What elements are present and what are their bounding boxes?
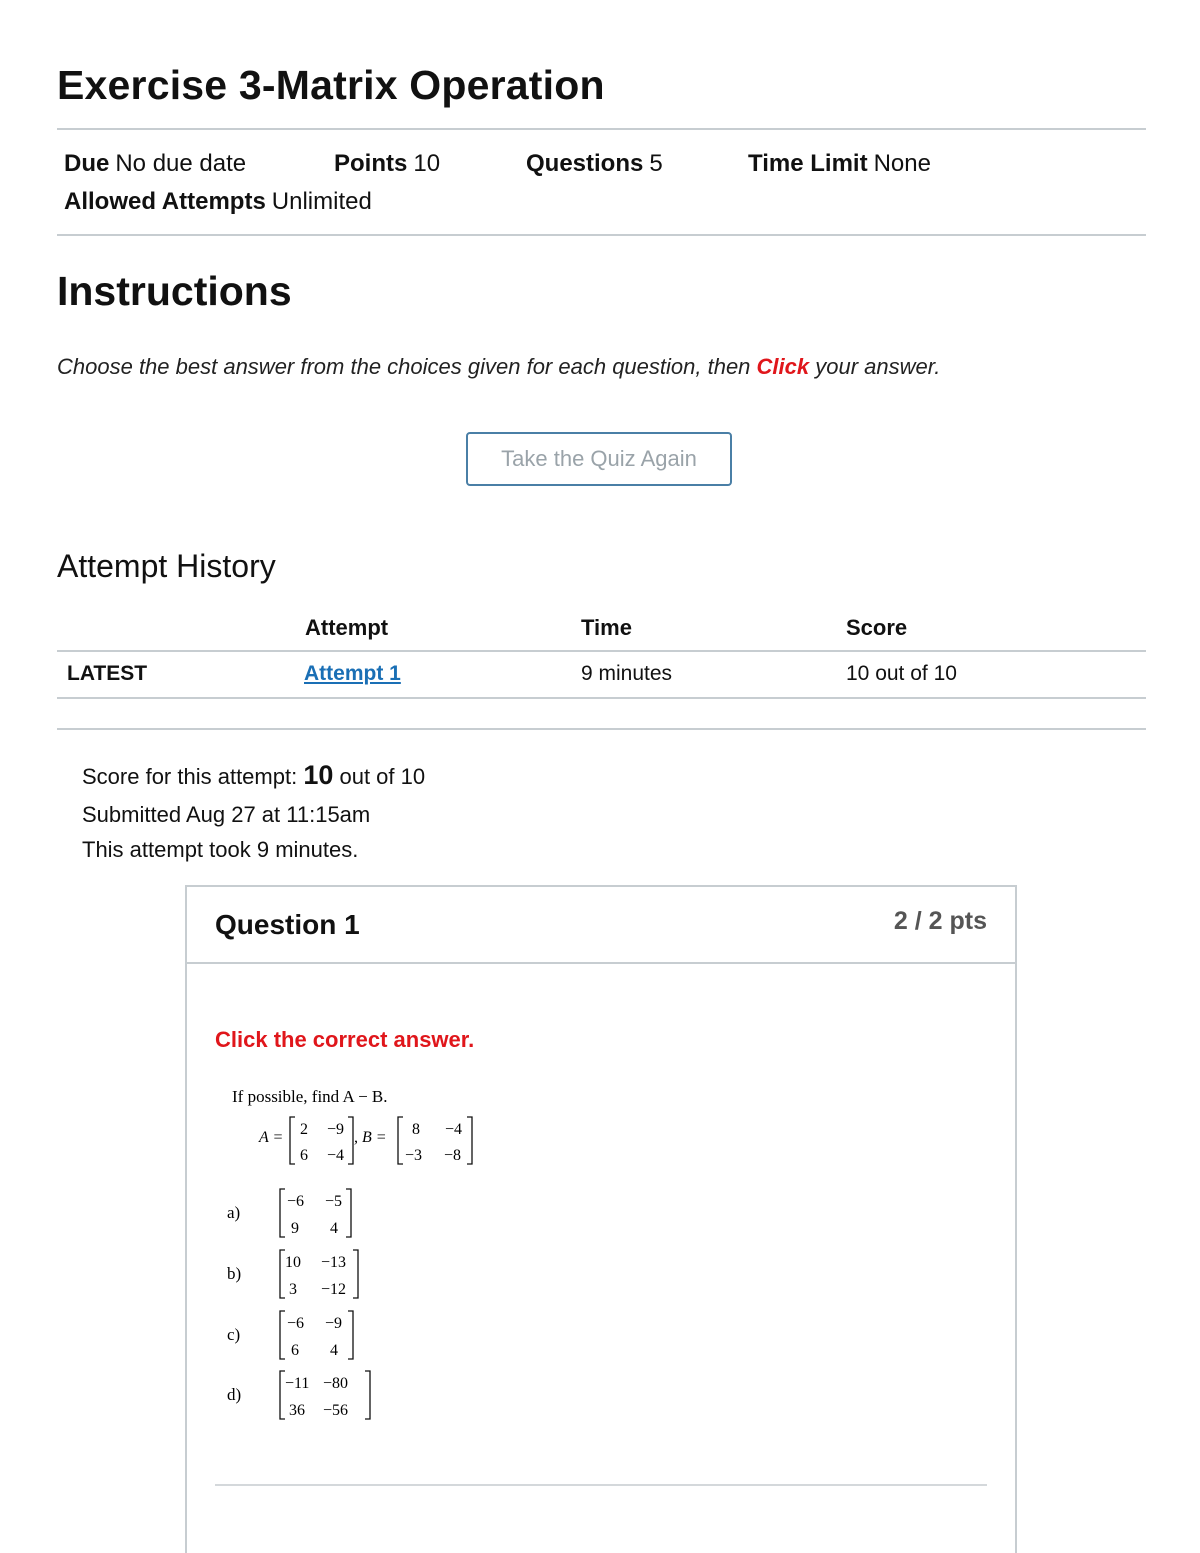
- choice-label: b): [227, 1264, 242, 1283]
- matrix-cell: −5: [325, 1193, 343, 1210]
- column-header-time: Time: [581, 615, 632, 640]
- bracket-right: [353, 1250, 358, 1298]
- choice-label: a): [227, 1203, 241, 1222]
- bracket-right: [346, 1189, 351, 1237]
- allowed-attempts-value: Unlimited: [271, 188, 372, 215]
- matrix-cell: −56: [323, 1402, 349, 1419]
- latest-badge: LATEST: [67, 662, 148, 685]
- instructions-text-start: Choose the best answer from the choices given for each question, then: [57, 354, 757, 379]
- choice-a[interactable]: [227, 1189, 351, 1237]
- question-instruction: Click the correct answer.: [215, 1027, 475, 1052]
- instructions-click-word: Click: [756, 354, 810, 379]
- matrix-cell: 4: [330, 1342, 338, 1359]
- matrix-cell: 9: [291, 1220, 299, 1237]
- bracket-right: [467, 1117, 472, 1164]
- matrix-cell: −9: [327, 1121, 345, 1138]
- points-value: 10: [413, 150, 441, 177]
- due-detail: [64, 150, 246, 178]
- score-prefix: Score for this attempt:: [82, 764, 304, 789]
- attempt-1-link[interactable]: Attempt 1: [304, 662, 401, 685]
- score-suffix: out of 10: [333, 764, 426, 789]
- points-detail: [334, 150, 440, 178]
- attempt-score: 10 out of 10: [846, 662, 957, 685]
- matrix-cell: 4: [330, 1220, 338, 1237]
- allowed-attempts-label: Allowed Attempts: [64, 188, 266, 215]
- due-value: No due date: [115, 150, 247, 177]
- instructions-text: [57, 354, 940, 380]
- questions-value: 5: [649, 150, 663, 177]
- score-value: 10: [303, 760, 334, 790]
- matrix-cell: −6: [287, 1193, 305, 1210]
- attempt-duration: This attempt took 9 minutes.: [82, 837, 359, 862]
- bracket-left: [280, 1311, 285, 1359]
- matrix-cell: −4: [327, 1147, 345, 1164]
- matrix-cell: −80: [323, 1375, 349, 1392]
- questions-label: Questions: [526, 150, 644, 177]
- choice-c[interactable]: [227, 1311, 353, 1359]
- choice-label: d): [227, 1385, 242, 1404]
- bracket-left: [290, 1117, 295, 1164]
- question-prompt: If possible, find A − B.: [232, 1087, 388, 1106]
- matrix-cell: 6: [300, 1147, 308, 1164]
- take-quiz-again-button[interactable]: Take the Quiz Again: [466, 432, 732, 486]
- bracket-right: [365, 1371, 370, 1419]
- questions-detail: [526, 150, 663, 178]
- table-header-divider: [57, 650, 1146, 652]
- question-points: 2 / 2 pts: [893, 907, 987, 935]
- page-title: Exercise 3-Matrix Operation: [57, 62, 605, 108]
- instructions-heading: Instructions: [57, 268, 292, 314]
- matrix-cell: −3: [405, 1147, 423, 1164]
- time-limit-detail: [748, 150, 931, 178]
- matrix-cell: 8: [412, 1121, 420, 1138]
- matrix-cell: 2: [300, 1121, 308, 1138]
- bracket-left: [398, 1117, 403, 1164]
- column-header-score: Score: [846, 615, 908, 640]
- question-header: [187, 887, 1015, 964]
- attempt-score-summary: [82, 760, 425, 791]
- matrix-cell: 36: [289, 1402, 305, 1419]
- points-label: Points: [334, 150, 408, 177]
- attempt-time: 9 minutes: [581, 662, 673, 685]
- time-limit-value: None: [873, 150, 931, 177]
- matrix-cell: −9: [325, 1315, 343, 1332]
- divider: [57, 728, 1146, 730]
- matrix-cell: −6: [287, 1315, 305, 1332]
- question-math-image: [227, 1082, 527, 1432]
- matrix-b-label: , B =: [354, 1129, 387, 1146]
- instructions-text-end: your answer.: [809, 354, 941, 379]
- bracket-right: [348, 1117, 353, 1164]
- choice-label: c): [227, 1325, 241, 1344]
- bracket-right: [348, 1311, 353, 1359]
- divider: [57, 234, 1146, 236]
- divider: [57, 128, 1146, 130]
- matrix-cell: −12: [321, 1281, 347, 1298]
- bracket-left: [280, 1189, 285, 1237]
- question-card: [185, 885, 1017, 1553]
- attempt-history-heading: Attempt History: [57, 548, 276, 584]
- matrix-cell: −13: [321, 1254, 347, 1271]
- matrix-cell: −4: [445, 1121, 463, 1138]
- matrix-cell: 3: [289, 1281, 297, 1298]
- question-title: Question 1: [215, 909, 360, 940]
- matrix-a: [258, 1117, 353, 1164]
- matrix-cell: 10: [285, 1254, 301, 1271]
- submitted-time: Submitted Aug 27 at 11:15am: [82, 802, 371, 827]
- matrix-b: [354, 1117, 472, 1164]
- matrix-cell: −11: [285, 1375, 310, 1392]
- matrix-cell: −8: [444, 1147, 462, 1164]
- choice-d[interactable]: [227, 1371, 370, 1419]
- column-header-attempt: Attempt: [305, 615, 389, 640]
- due-label: Due: [64, 150, 110, 177]
- question-footer-divider: [215, 1484, 987, 1486]
- choice-b[interactable]: [227, 1250, 358, 1298]
- table-row-divider: [57, 697, 1146, 699]
- matrix-cell: 6: [291, 1342, 299, 1359]
- matrix-a-label: A =: [259, 1129, 284, 1146]
- time-limit-label: Time Limit: [748, 150, 868, 177]
- allowed-attempts-detail: [64, 188, 372, 216]
